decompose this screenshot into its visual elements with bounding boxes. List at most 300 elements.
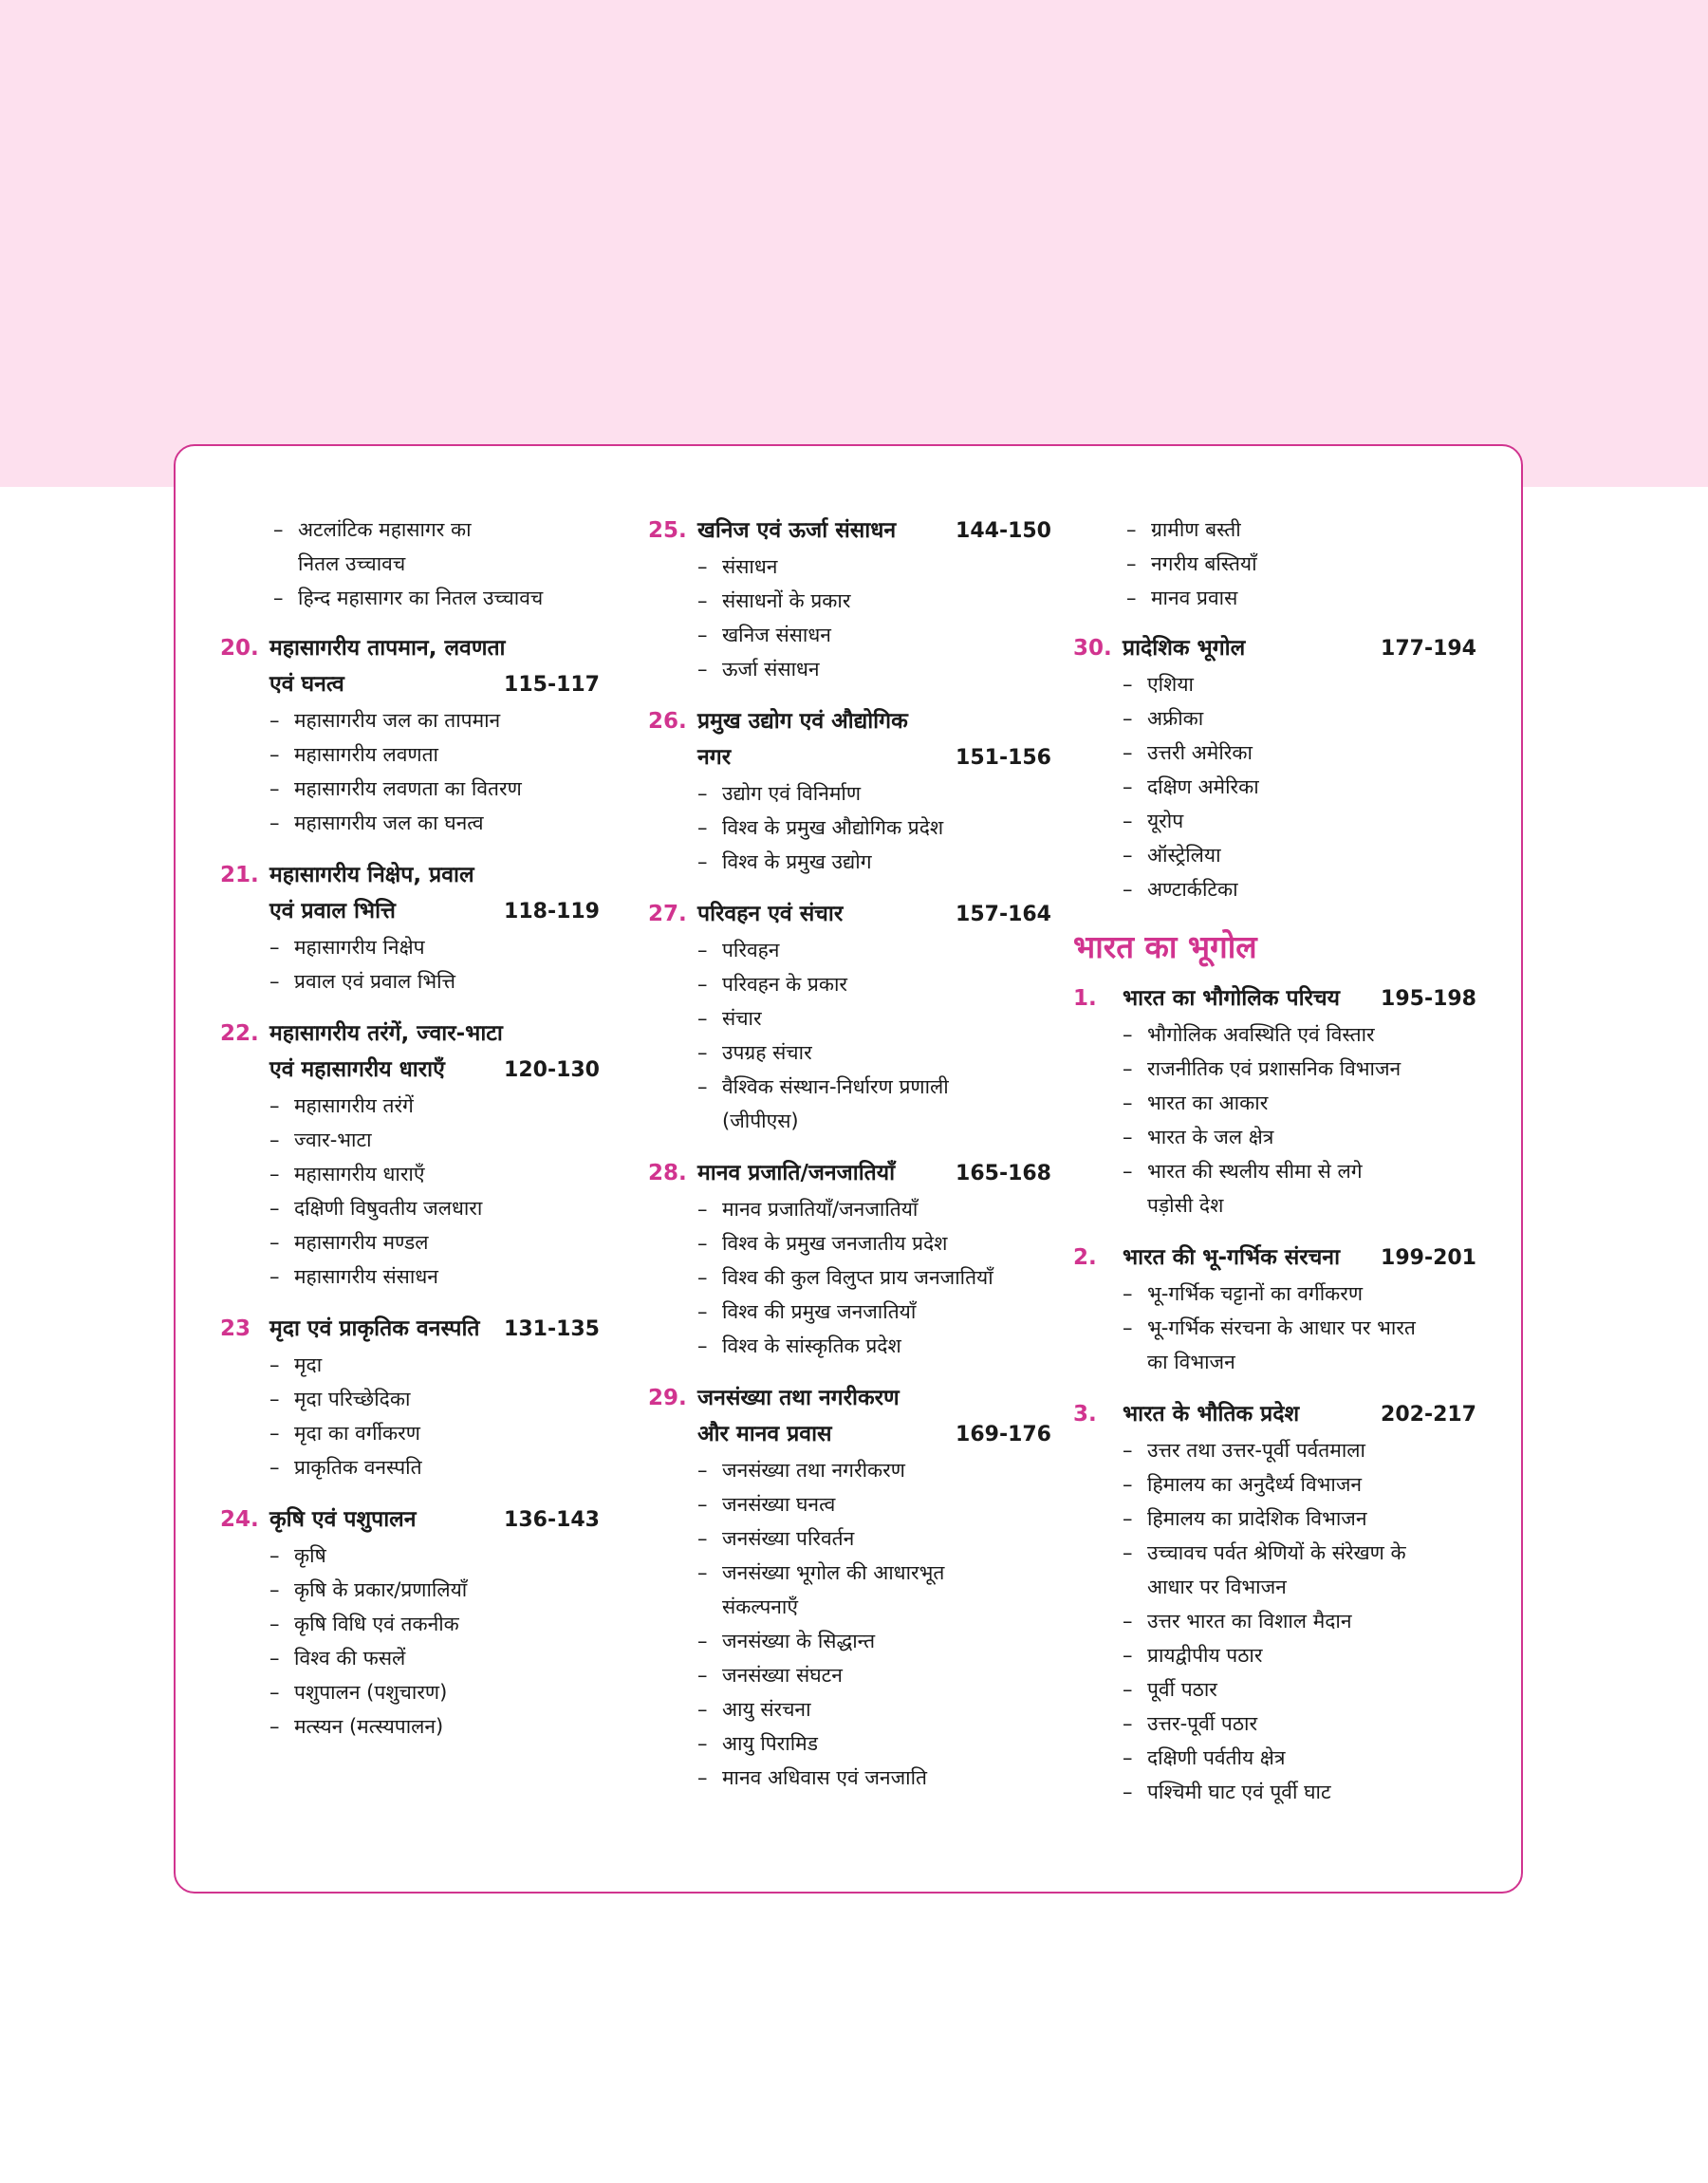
topic-text: वैश्विक संस्थान-निर्धारण प्रणाली (जीपीएस): [722, 1075, 949, 1132]
topic-item: [1123, 1433, 1476, 1467]
topic-item: [697, 1226, 1051, 1260]
topic-text: महासागरीय जल का घनत्व: [294, 812, 484, 834]
topic-item: [697, 845, 1051, 879]
dash-bullet: –: [697, 624, 708, 646]
topic-item: [1123, 804, 1476, 838]
topic-item: [1123, 1741, 1476, 1775]
title-line: जनसंख्या तथा नगरीकरण: [697, 1386, 900, 1410]
topic-item: [697, 1036, 1051, 1070]
topic-item: [697, 1487, 1051, 1521]
title-text: भारत की भू-गर्भिक संरचना: [1123, 1245, 1341, 1270]
chapter-number: 23: [220, 1316, 251, 1341]
dash-bullet: –: [269, 1265, 280, 1288]
chapter-title: [697, 513, 1051, 550]
topic-text: दक्षिणी विषुवतीय जलधारा: [294, 1197, 483, 1220]
topic-item: [269, 1709, 600, 1744]
dash-bullet: –: [697, 782, 708, 805]
topic-item: [1126, 581, 1476, 615]
dash-bullet: –: [697, 973, 708, 996]
topic-list: [697, 776, 1051, 879]
topic-text: भारत के जल क्षेत्र: [1147, 1126, 1274, 1148]
topic-text: उच्चावच पर्वत श्रेणियों के संरेखण के आधार पर विभाजन: [1147, 1541, 1406, 1598]
topic-item: [697, 1556, 1051, 1624]
dash-bullet: –: [697, 1561, 708, 1584]
topic-item: [697, 1726, 1051, 1761]
title-text: खनिज एवं ऊर्जा संसाधन: [697, 518, 897, 543]
topic-item: [1123, 1017, 1476, 1052]
title-line: [1123, 980, 1476, 1017]
dash-bullet: –: [1123, 1746, 1133, 1769]
dash-bullet: –: [697, 850, 708, 873]
chapter-number: 3.: [1073, 1402, 1097, 1427]
chapter-section: [648, 703, 1051, 879]
chapter-title: [1123, 1240, 1476, 1277]
topic-text: संचार: [722, 1007, 762, 1030]
title-text: और मानव प्रवास: [697, 1422, 832, 1446]
chapter-title: [269, 1016, 600, 1089]
page-range: 115-117: [504, 673, 600, 697]
dash-bullet: –: [1123, 1644, 1133, 1667]
chapter-heading: [648, 703, 1051, 776]
dash-bullet: –: [697, 1198, 708, 1221]
page-range: 136-143: [504, 1508, 600, 1532]
topic-item: [697, 811, 1051, 845]
title-line: महासागरीय तापमान, लवणता: [269, 636, 506, 661]
topic-text: अण्टार्कटिका: [1147, 878, 1238, 901]
topic-text: विश्व के सांस्कृतिक प्रदेश: [722, 1334, 901, 1357]
dash-bullet: –: [1123, 1439, 1133, 1462]
topic-item: [1123, 1604, 1476, 1638]
topic-item: [1126, 513, 1476, 547]
topic-list: [1123, 1017, 1476, 1222]
contents-column-1: [220, 513, 600, 1761]
dash-bullet: –: [697, 1075, 708, 1098]
title-line: [269, 1311, 600, 1348]
topic-list: [269, 1539, 600, 1744]
topic-item: [697, 1295, 1051, 1329]
topic-item: [1123, 1052, 1476, 1086]
topic-item: [697, 1658, 1051, 1692]
topic-item: [697, 776, 1051, 811]
dash-bullet: –: [697, 1334, 708, 1357]
topic-item: [269, 1675, 600, 1709]
contents-column-2: [648, 513, 1051, 1812]
title-line: महासागरीय निक्षेप, प्रवाल: [269, 863, 474, 887]
topic-text: अटलांटिक महासागर का नितल उच्चावच: [298, 518, 472, 575]
page-range: 118-119: [504, 900, 600, 924]
title-text: भारत के भौतिक प्रदेश: [1123, 1402, 1300, 1427]
topic-text: महासागरीय जल का तापमान: [294, 709, 501, 732]
chapter-title: [697, 1155, 1051, 1192]
dash-bullet: –: [697, 816, 708, 839]
dash-bullet: –: [697, 1007, 708, 1030]
dash-bullet: –: [1123, 1057, 1133, 1080]
chapter-section: [220, 1502, 600, 1744]
topic-list: [697, 933, 1051, 1138]
topic-text: मत्स्यन (मत्स्यपालन): [294, 1715, 444, 1738]
topic-item: [697, 1453, 1051, 1487]
title-line: [1123, 1240, 1476, 1277]
dash-bullet: –: [1123, 1316, 1133, 1339]
chapter-number: 30.: [1073, 636, 1112, 661]
topic-item: [1123, 1277, 1476, 1311]
topic-text: मृदा: [294, 1353, 323, 1376]
topic-text: ऑस्ट्रेलिया: [1147, 844, 1221, 867]
topic-text: प्रायद्वीपीय पठार: [1147, 1644, 1263, 1667]
topic-item: [697, 652, 1051, 686]
page-range: 202-217: [1381, 1403, 1476, 1427]
title-line: [269, 1052, 600, 1089]
dash-bullet: –: [269, 743, 280, 766]
topic-item: [697, 1692, 1051, 1726]
dash-bullet: –: [1123, 1678, 1133, 1701]
dash-bullet: –: [697, 1732, 708, 1755]
chapter-heading: [220, 1016, 600, 1089]
chapter-section: [1073, 980, 1476, 1222]
topic-item: [1123, 1672, 1476, 1707]
topic-text: महासागरीय धाराएँ: [294, 1163, 425, 1185]
chapter-section: [1073, 1240, 1476, 1379]
dash-bullet: –: [697, 1527, 708, 1550]
topic-text: उपग्रह संचार: [722, 1041, 812, 1064]
dash-bullet: –: [1123, 1541, 1133, 1564]
dash-bullet: –: [697, 1266, 708, 1289]
chapter-title: [1123, 980, 1476, 1017]
topic-list: [273, 513, 600, 615]
dash-bullet: –: [1123, 741, 1133, 764]
topic-item: [1123, 701, 1476, 736]
topic-item: [1123, 1502, 1476, 1536]
topic-text: जनसंख्या के सिद्धान्त: [722, 1630, 876, 1652]
topic-item: [269, 772, 600, 806]
topic-item: [697, 1624, 1051, 1658]
title-text: मानव प्रजाति/जनजातियाँ: [697, 1161, 896, 1185]
topic-item: [269, 1573, 600, 1607]
topic-item: [269, 737, 600, 772]
topic-text: प्रवाल एवं प्रवाल भित्ति: [294, 970, 456, 993]
dash-bullet: –: [269, 1353, 280, 1376]
topic-item: [273, 581, 600, 615]
topic-text: कृषि: [294, 1544, 326, 1567]
dash-bullet: –: [697, 1493, 708, 1516]
dash-bullet: –: [1126, 587, 1137, 609]
title-text: प्रादेशिक भूगोल: [1123, 636, 1246, 661]
topic-item: [269, 1157, 600, 1191]
topic-item: [269, 703, 600, 737]
topic-item: [697, 1761, 1051, 1795]
topic-text: ज्वार-भाटा: [294, 1129, 372, 1151]
dash-bullet: –: [269, 812, 280, 834]
chapter-number: 27.: [648, 902, 687, 926]
chapter-number: 29.: [648, 1386, 687, 1410]
topic-item: [269, 1641, 600, 1675]
dash-bullet: –: [1123, 1781, 1133, 1803]
chapter-section: [648, 513, 1051, 686]
topic-item: [269, 806, 600, 840]
page-range: 195-198: [1381, 987, 1476, 1011]
topic-text: दक्षिण अमेरिका: [1147, 775, 1259, 798]
topic-item: [1123, 872, 1476, 906]
dash-bullet: –: [1123, 1160, 1133, 1183]
dash-bullet: –: [697, 1300, 708, 1323]
dash-bullet: –: [1123, 1473, 1133, 1496]
topic-item: [1126, 547, 1476, 581]
topic-text: जनसंख्या तथा नगरीकरण: [722, 1459, 905, 1482]
dash-bullet: –: [697, 1232, 708, 1255]
topic-item: [697, 1329, 1051, 1363]
topic-item: [269, 964, 600, 998]
topic-text: मानव प्रजातियाँ/जनजातियाँ: [722, 1198, 919, 1221]
topic-item: [269, 1123, 600, 1157]
page-range: 157-164: [956, 903, 1051, 926]
dash-bullet: –: [1126, 552, 1137, 575]
dash-bullet: –: [1126, 518, 1137, 541]
dash-bullet: –: [697, 939, 708, 961]
topic-text: विश्व के प्रमुख जनजातीय प्रदेश: [722, 1232, 948, 1255]
topic-text: जनसंख्या परिवर्तन: [722, 1527, 855, 1550]
topic-text: विश्व की फसलें: [294, 1647, 406, 1670]
chapter-number: 20.: [220, 636, 259, 661]
topic-text: उत्तरी अमेरिका: [1147, 741, 1253, 764]
title-line: [697, 513, 1051, 550]
topic-item: [269, 1225, 600, 1259]
dash-bullet: –: [697, 1664, 708, 1687]
topic-text: विश्व के प्रमुख औद्योगिक प्रदेश: [722, 816, 944, 839]
title-line: [697, 1155, 1051, 1192]
part-heading: भारत का भूगोल: [1073, 928, 1257, 965]
topic-text: विश्व की प्रमुख जनजातियाँ: [722, 1300, 917, 1323]
page-range: 120-130: [504, 1058, 600, 1082]
chapter-title: [697, 1380, 1051, 1453]
title-line: [1123, 630, 1476, 667]
topic-item: [697, 1070, 1051, 1138]
topic-text: कृषि के प्रकार/प्रणालियाँ: [294, 1578, 468, 1601]
topic-list: [1126, 513, 1476, 615]
topic-item: [1123, 1311, 1476, 1379]
topic-list: [1123, 1277, 1476, 1379]
topic-item: [697, 967, 1051, 1001]
dash-bullet: –: [1123, 775, 1133, 798]
topic-item: [269, 1539, 600, 1573]
topic-text: जनसंख्या घनत्व: [722, 1493, 836, 1516]
topic-text: आयु पिरामिड: [722, 1732, 818, 1755]
chapter-heading: [648, 1380, 1051, 1453]
chapter-number: 24.: [220, 1507, 259, 1532]
dash-bullet: –: [269, 1681, 280, 1704]
chapter-section: [1073, 630, 1476, 906]
chapter-heading: [1073, 1240, 1476, 1277]
topic-item: [1123, 1467, 1476, 1502]
topic-text: भारत का आकार: [1147, 1092, 1269, 1114]
topic-item: [269, 1382, 600, 1416]
topic-item: [1123, 1154, 1476, 1222]
dash-bullet: –: [269, 709, 280, 732]
chapter-heading: [1073, 980, 1476, 1017]
topic-item: [697, 550, 1051, 584]
topic-text: यूरोप: [1147, 810, 1184, 832]
topic-text: संसाधनों के प्रकार: [722, 589, 851, 612]
dash-bullet: –: [1123, 844, 1133, 867]
topic-item: [1123, 1775, 1476, 1809]
topic-list: [697, 550, 1051, 686]
title-line: [269, 1502, 600, 1539]
dash-bullet: –: [697, 658, 708, 681]
title-text: भारत का भौगोलिक परिचय: [1123, 986, 1340, 1011]
chapter-heading: [648, 896, 1051, 933]
chapter-section: [220, 857, 600, 998]
chapter-title: [269, 1311, 600, 1348]
topic-item: [1123, 1536, 1476, 1604]
dash-bullet: –: [273, 587, 284, 609]
topic-list: [697, 1453, 1051, 1795]
chapter-section: [648, 1380, 1051, 1795]
topic-text: हिन्द महासागर का नितल उच्चावच: [298, 587, 544, 609]
topic-item: [1123, 1707, 1476, 1741]
topic-text: परिवहन: [722, 939, 780, 961]
topic-item: [697, 584, 1051, 618]
title-text: एवं प्रवाल भित्ति: [269, 899, 396, 924]
dash-bullet: –: [269, 1163, 280, 1185]
chapter-section: [1073, 1396, 1476, 1809]
topic-item: [269, 1089, 600, 1123]
chapter-number: 21.: [220, 863, 259, 887]
page-range: 177-194: [1381, 637, 1476, 661]
topic-item: [697, 618, 1051, 652]
title-line: [269, 666, 600, 703]
dash-bullet: –: [273, 518, 284, 541]
dash-bullet: –: [269, 1094, 280, 1117]
topic-text: महासागरीय निक्षेप: [294, 936, 425, 959]
chapter-title: [1123, 1396, 1476, 1433]
dash-bullet: –: [697, 555, 708, 578]
topic-list: [1123, 1433, 1476, 1809]
topic-item: [697, 933, 1051, 967]
topic-text: महासागरीय मण्डल: [294, 1231, 429, 1254]
topic-text: दक्षिणी पर्वतीय क्षेत्र: [1147, 1746, 1286, 1769]
topic-text: प्राकृतिक वनस्पति: [294, 1456, 422, 1479]
dash-bullet: –: [1123, 673, 1133, 696]
dash-bullet: –: [269, 1422, 280, 1445]
title-line: [697, 1416, 1051, 1453]
dash-bullet: –: [697, 1459, 708, 1482]
chapter-title: [1123, 630, 1476, 667]
topic-text: महासागरीय लवणता का वितरण: [294, 777, 522, 800]
dash-bullet: –: [269, 936, 280, 959]
topic-text: उत्तर तथा उत्तर-पूर्वी पर्वतमाला: [1147, 1439, 1365, 1462]
topic-item: [1123, 667, 1476, 701]
topic-text: आयु संरचना: [722, 1698, 811, 1721]
topic-item: [697, 1001, 1051, 1036]
page-range: 151-156: [956, 746, 1051, 770]
page-range: 165-168: [956, 1162, 1051, 1185]
topic-item: [1123, 736, 1476, 770]
dash-bullet: –: [1123, 1282, 1133, 1305]
title-text: कृषि एवं पशुपालन: [269, 1507, 417, 1532]
dash-bullet: –: [697, 589, 708, 612]
topic-text: ग्रामीण बस्ती: [1151, 518, 1241, 541]
dash-bullet: –: [269, 777, 280, 800]
dash-bullet: –: [1123, 1712, 1133, 1735]
topic-item: [1123, 838, 1476, 872]
topic-item: [697, 1192, 1051, 1226]
topic-text: भू-गर्भिक चट्टानों का वर्गीकरण: [1147, 1282, 1364, 1305]
topic-text: जनसंख्या संघटन: [722, 1664, 843, 1687]
dash-bullet: –: [269, 1544, 280, 1567]
dash-bullet: –: [269, 1456, 280, 1479]
topic-text: परिवहन के प्रकार: [722, 973, 848, 996]
topic-text: भौगोलिक अवस्थिति एवं विस्तार: [1147, 1023, 1375, 1046]
title-line: [697, 739, 1051, 776]
topic-item: [1123, 1120, 1476, 1154]
dash-bullet: –: [1123, 1610, 1133, 1633]
title-text: एवं घनत्व: [269, 672, 344, 697]
topic-text: विश्व की कुल विलुप्त प्राय जनजातियाँ: [722, 1266, 993, 1289]
topic-text: मानव अधिवास एवं जनजाति: [722, 1766, 928, 1789]
chapter-heading: [1073, 630, 1476, 667]
topic-text: उद्योग एवं विनिर्माण: [722, 782, 862, 805]
topic-item: [269, 1259, 600, 1294]
chapter-number: 22.: [220, 1021, 259, 1046]
topic-text: पश्चिमी घाट एवं पूर्वी घाट: [1147, 1781, 1331, 1803]
chapter-section: [648, 896, 1051, 1138]
page-range: 131-135: [504, 1317, 600, 1341]
title-text: मृदा एवं प्राकृतिक वनस्पति: [269, 1316, 480, 1341]
topic-text: मृदा का वर्गीकरण: [294, 1422, 420, 1445]
topic-item: [697, 1260, 1051, 1295]
dash-bullet: –: [1123, 810, 1133, 832]
topic-text: संसाधन: [722, 555, 778, 578]
dash-bullet: –: [269, 1231, 280, 1254]
dash-bullet: –: [269, 1388, 280, 1410]
topic-text: भारत की स्थलीय सीमा से लगे पड़ोसी देश: [1147, 1160, 1363, 1217]
topic-item: [269, 1450, 600, 1484]
dash-bullet: –: [1123, 1023, 1133, 1046]
page-range: 199-201: [1381, 1246, 1476, 1270]
topic-item: [269, 1607, 600, 1641]
dash-bullet: –: [697, 1630, 708, 1652]
dash-bullet: –: [269, 970, 280, 993]
title-line: [1123, 1396, 1476, 1433]
topic-text: जनसंख्या भूगोल की आधारभूत संकल्पनाएँ: [722, 1561, 945, 1618]
chapter-section: [648, 1155, 1051, 1363]
topic-text: मानव प्रवास: [1151, 587, 1238, 609]
topic-item: [269, 930, 600, 964]
chapter-heading: [220, 630, 600, 703]
contents-column-3: [1073, 513, 1476, 1826]
page-range: 144-150: [956, 519, 1051, 543]
title-line: प्रमुख उद्योग एवं औद्योगिक: [697, 709, 908, 734]
topic-item: [1123, 770, 1476, 804]
dash-bullet: –: [1123, 1092, 1133, 1114]
chapter-title: [697, 896, 1051, 933]
topic-item: [273, 513, 600, 581]
chapter-number: 28.: [648, 1161, 687, 1185]
chapter-section: [220, 1016, 600, 1294]
topic-item: [1123, 1638, 1476, 1672]
dash-bullet: –: [1123, 707, 1133, 730]
title-line: [697, 896, 1051, 933]
dash-bullet: –: [269, 1197, 280, 1220]
dash-bullet: –: [697, 1698, 708, 1721]
chapter-title: [269, 630, 600, 703]
topic-text: राजनीतिक एवं प्रशासनिक विभाजन: [1147, 1057, 1402, 1080]
topic-text: उत्तर-पूर्वी पठार: [1147, 1712, 1258, 1735]
topic-text: मृदा परिच्छेदिका: [294, 1388, 411, 1410]
continued-topics: [220, 513, 600, 615]
chapter-number: 1.: [1073, 986, 1097, 1011]
topic-list: [269, 930, 600, 998]
chapter-heading: [220, 1502, 600, 1539]
